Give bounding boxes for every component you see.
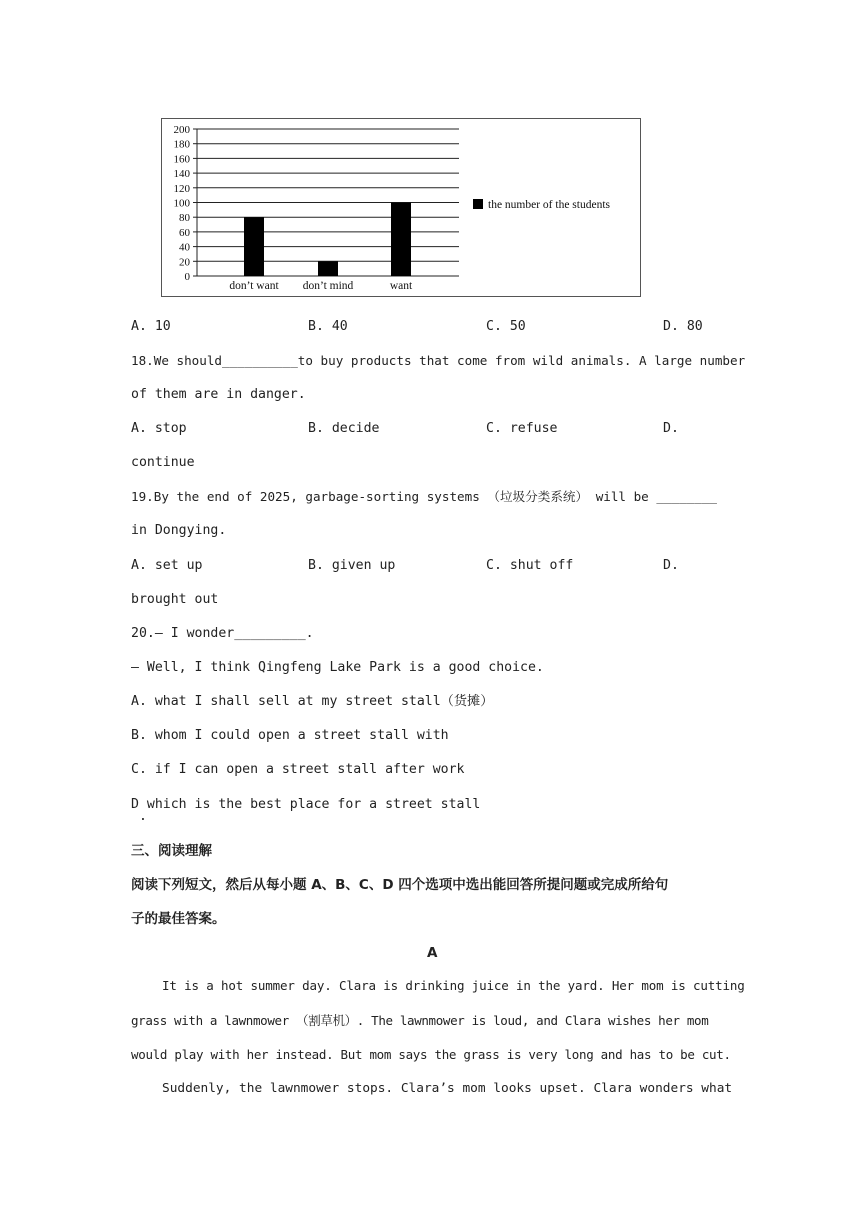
- passage-p1-line1: It is a hot summer day. Clara is drinking juice in the yard. Her mom is cutting: [162, 978, 745, 993]
- q19-option-c[interactable]: C. shut off: [486, 558, 574, 573]
- q17-option-b[interactable]: B. 40: [308, 319, 348, 334]
- x-category-label: want: [389, 280, 413, 292]
- q17-option-a[interactable]: A. 10: [131, 319, 171, 334]
- legend-swatch: [473, 199, 483, 209]
- q20-option-d[interactable]: D which is the best place for a street stall: [131, 797, 481, 812]
- bar: [318, 261, 338, 276]
- q18-stem-line1: 18.We should__________to buy products that come from wild animals. A large number: [131, 353, 746, 368]
- q19-option-d-text[interactable]: brought out: [131, 592, 219, 607]
- q19-option-b[interactable]: B. given up: [308, 558, 396, 573]
- y-tick-label: 180: [173, 138, 190, 151]
- y-tick-label: 40: [179, 241, 190, 254]
- q20-option-b[interactable]: B. whom I could open a street stall with: [131, 728, 449, 743]
- section-title: 三、阅读理解: [131, 843, 212, 859]
- x-category-label: don’t want: [229, 280, 279, 292]
- y-tick-label: 120: [173, 182, 190, 195]
- y-tick-label: 160: [173, 153, 190, 166]
- q18-option-d-text[interactable]: continue: [131, 455, 195, 470]
- bar: [244, 217, 264, 276]
- q18-option-d[interactable]: D.: [663, 421, 679, 436]
- y-tick-label: 200: [173, 124, 190, 136]
- q20-option-c[interactable]: C. if I can open a street stall after work: [131, 762, 465, 777]
- q19-option-d[interactable]: D.: [663, 558, 679, 573]
- q18-option-b[interactable]: B. decide: [308, 421, 380, 436]
- q18-option-a[interactable]: A. stop: [131, 421, 187, 436]
- q20-option-a[interactable]: A. what I shall sell at my street stall（货摊）: [131, 694, 494, 709]
- bar-chart-svg: [162, 119, 640, 296]
- y-tick-label: 80: [179, 212, 190, 225]
- x-category-label: don’t mind: [302, 280, 354, 292]
- y-tick-label: 20: [179, 256, 190, 269]
- q19-stem-line2: in Dongying.: [131, 523, 227, 538]
- section-instructions-line2: 子的最佳答案。: [131, 911, 226, 927]
- passage-label: A: [427, 945, 438, 961]
- passage-p1-line3: would play with her instead. But mom says the grass is very long and has to be cut.: [131, 1047, 731, 1062]
- legend-label: the number of the students: [488, 199, 611, 211]
- section-instructions-line1: 阅读下列短文，然后从每小题 A、B、C、D 四个选项中选出能回答所提问题或完成所给句: [131, 877, 669, 893]
- q20-stem-line1: 20.— I wonder_________.: [131, 626, 314, 641]
- q20-option-d-dot: .: [139, 809, 147, 824]
- passage-p2-line1: Suddenly, the lawnmower stops. Clara’s mom looks upset. Clara wonders what: [162, 1081, 733, 1096]
- y-tick-label: 140: [173, 168, 190, 181]
- q20-stem-line2: — Well, I think Qingfeng Lake Park is a good choice.: [131, 660, 544, 675]
- q17-option-d[interactable]: D. 80: [663, 319, 703, 334]
- q18-stem-line2: of them are in danger.: [131, 387, 306, 402]
- q18-option-c[interactable]: C. refuse: [486, 421, 558, 436]
- bar: [391, 203, 411, 277]
- q17-option-c[interactable]: C. 50: [486, 319, 526, 334]
- bar-chart: [161, 118, 641, 297]
- passage-p1-line2: grass with a lawnmower （割草机）. The lawnmower is loud, and Clara wishes her mom: [131, 1013, 709, 1028]
- y-tick-label: 100: [173, 197, 190, 210]
- y-tick-label: 0: [184, 271, 190, 283]
- y-tick-label: 60: [179, 226, 190, 239]
- q19-option-a[interactable]: A. set up: [131, 558, 203, 573]
- q19-stem-line1: 19.By the end of 2025, garbage-sorting systems （垃圾分类系统） will be ________: [131, 489, 718, 504]
